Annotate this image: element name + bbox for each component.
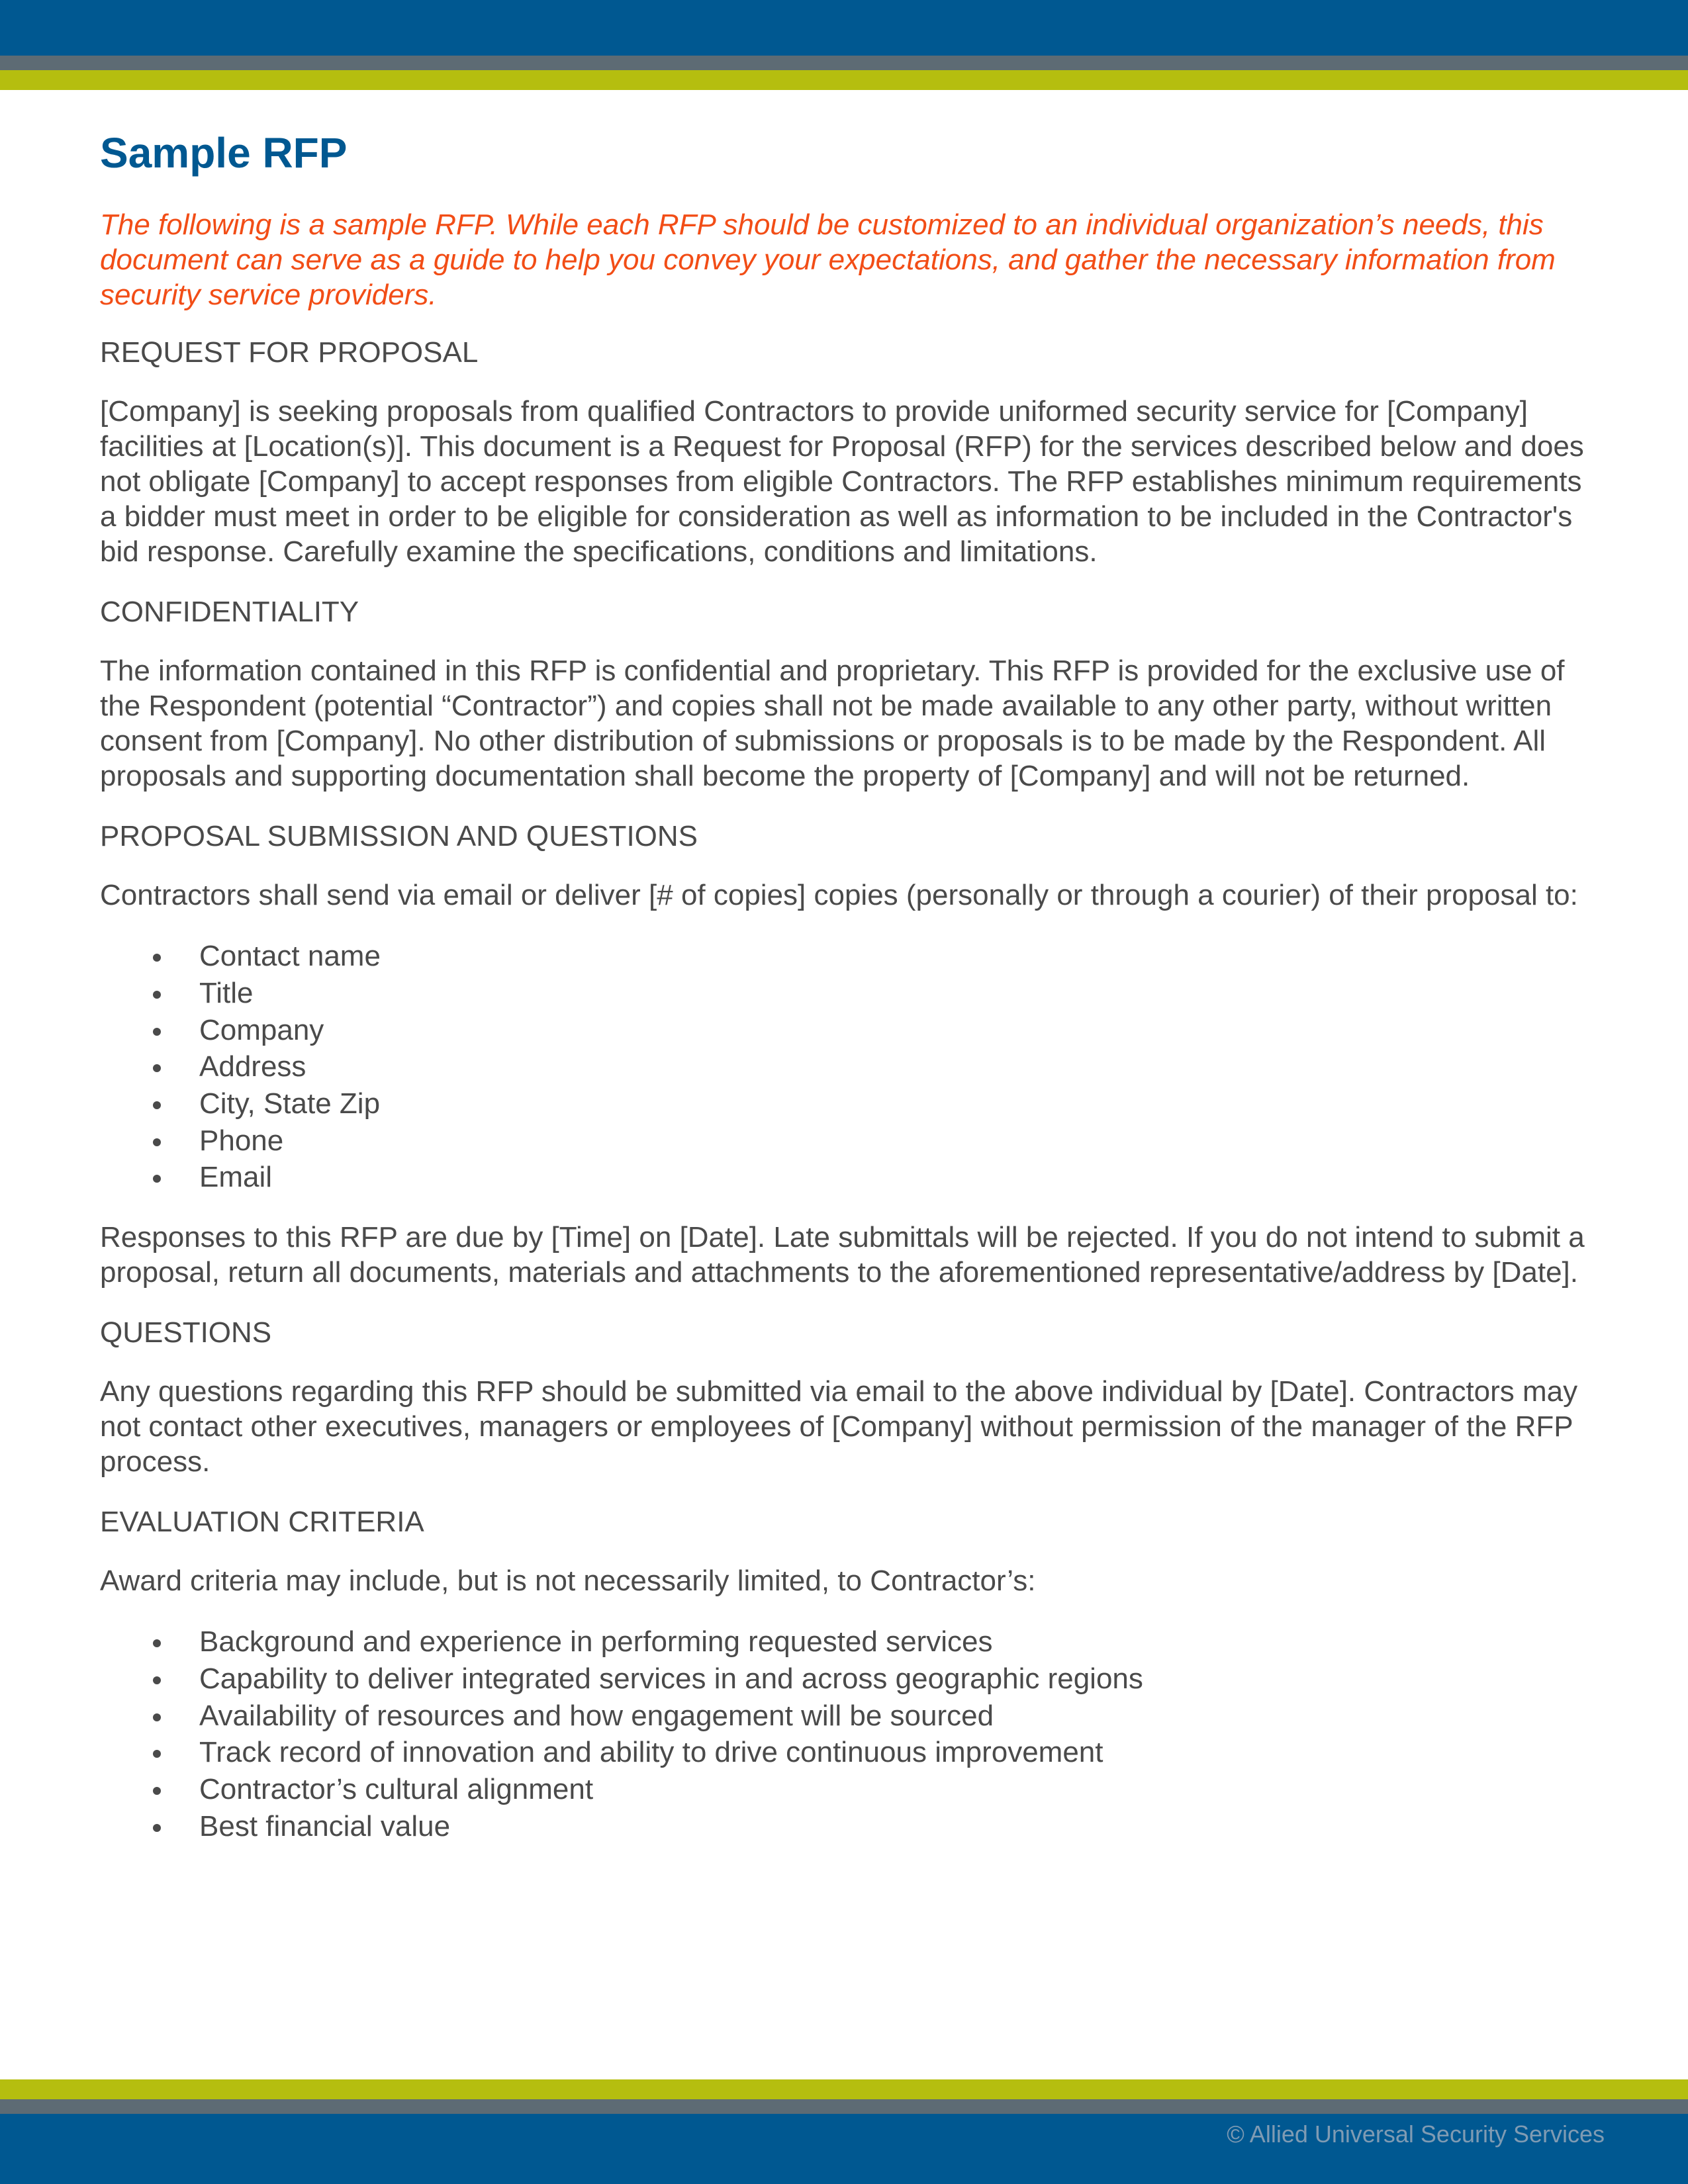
section-heading-questions: QUESTIONS xyxy=(100,1316,272,1349)
section-heading-evaluation: EVALUATION CRITERIA xyxy=(100,1506,424,1539)
header-gray-stripe xyxy=(0,56,1688,70)
list-item: Contractor’s cultural alignment xyxy=(100,1771,1589,1808)
footer-gray-stripe xyxy=(0,2099,1688,2114)
list-item: Background and experience in performing requested services xyxy=(100,1623,1589,1661)
list-item: Address xyxy=(100,1048,1589,1085)
request-paragraph: [Company] is seeking proposals from qualified Contractors to provide uniformed security service for [Company] facilities at [Location(s)]. This document is a Request for Proposal (RFP) for the services described below and does not obligate [Company] to accept responses from eligible Contractors. The RFP establishes minimum requirements a bidder must meet in order to be eligible for consideration as well as information to be included in the Contractor's bid response. Carefully examine the specifications, conditions and limitations. xyxy=(100,395,1584,569)
evaluation-paragraph: Award criteria may include, but is not necessarily limited, to Contractor’s: xyxy=(100,1565,1036,1598)
list-item: Phone xyxy=(100,1122,1589,1160)
footer-green-stripe xyxy=(0,2079,1688,2099)
contact-list xyxy=(100,938,1589,1196)
list-item: Track record of innovation and ability to drive continuous improvement xyxy=(100,1734,1589,1771)
list-item: Contact name xyxy=(100,938,1589,975)
document-body xyxy=(100,126,1589,1868)
list-item: Email xyxy=(100,1159,1589,1196)
list-item: Availability of resources and how engagement will be sourced xyxy=(100,1698,1589,1735)
intro-note: The following is a sample RFP. While each RFP should be customized to an individual organization’s needs, this document can serve as a guide to help you convey your expectations, and gather the necessary information from security service providers. xyxy=(100,208,1556,312)
section-heading-request: REQUEST FOR PROPOSAL xyxy=(100,336,479,369)
deadline-paragraph: Responses to this RFP are due by [Time] on [Date]. Late submittals will be rejected. If you do not intend to submit a proposal, return all documents, materials and attachments to the aforementioned representative/address by [Date]. xyxy=(100,1221,1585,1289)
list-item: Capability to deliver integrated services in and across geographic regions xyxy=(100,1661,1589,1698)
header-blue-band xyxy=(0,0,1688,56)
submission-paragraph: Contractors shall send via email or deliver [# of copies] copies (personally or through a courier) of their proposal to: xyxy=(100,879,1578,912)
questions-paragraph: Any questions regarding this RFP should be submitted via email to the above individual by [Date]. Contractors may not contact other executives, managers or employees of [Company] without permission of the manager of the RFP process. xyxy=(100,1375,1578,1479)
section-heading-confidentiality: CONFIDENTIALITY xyxy=(100,596,359,629)
confidentiality-paragraph: The information contained in this RFP is confidential and proprietary. This RFP is provided for the exclusive use of the Respondent (potential “Contractor”) and copies shall not be made available to any other party, without written consent from [Company]. No other distribution of submissions or proposals is to be made by the Respondent. All proposals and supporting documentation shall become the property of [Company] and will not be returned. xyxy=(100,655,1565,793)
list-item: Title xyxy=(100,975,1589,1012)
header-green-stripe xyxy=(0,70,1688,90)
section-heading-submission: PROPOSAL SUBMISSION AND QUESTIONS xyxy=(100,820,698,853)
list-item: Company xyxy=(100,1012,1589,1049)
criteria-list xyxy=(100,1623,1589,1844)
list-item: City, State Zip xyxy=(100,1085,1589,1122)
footer-copyright: © Allied Universal Security Services xyxy=(1227,2120,1605,2148)
page-title: Sample RFP xyxy=(100,129,348,177)
list-item: Best financial value xyxy=(100,1808,1589,1845)
